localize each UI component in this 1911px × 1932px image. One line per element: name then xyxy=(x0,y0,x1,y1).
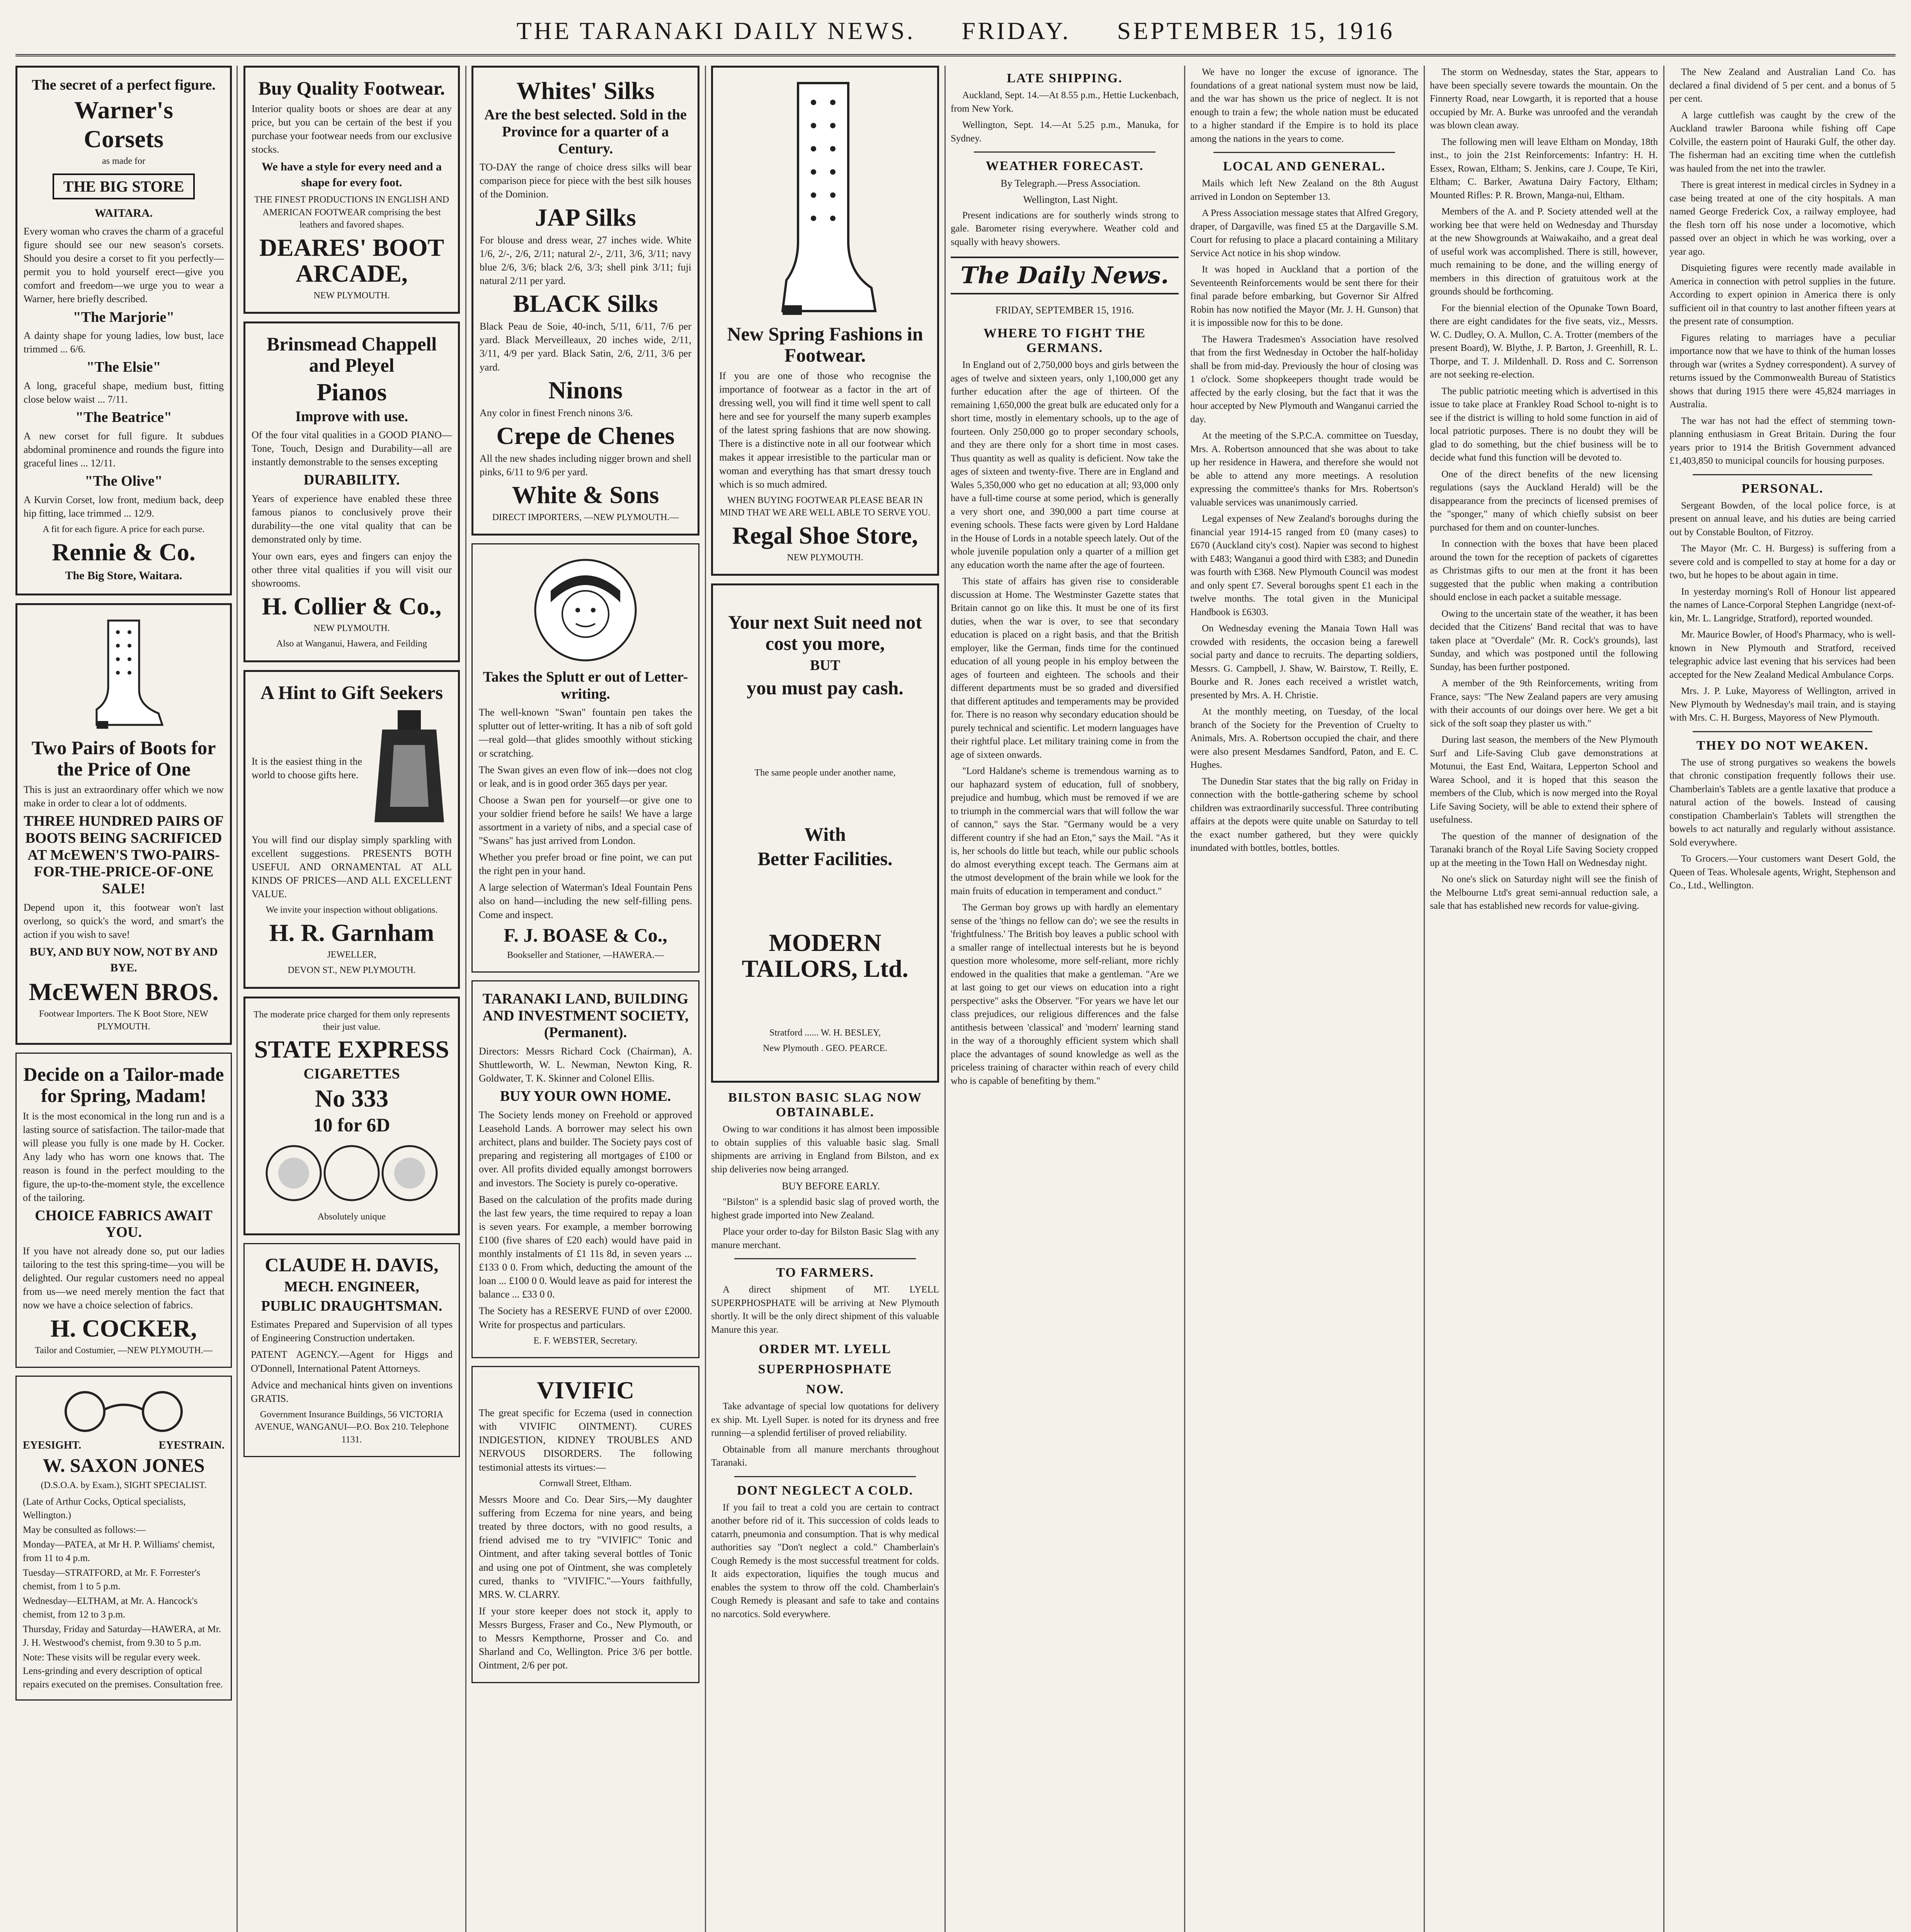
firm-sub: The Big Store, Waitara. xyxy=(65,569,182,582)
news-para: For the biennial election of the Opunake Town Board, there are eight candidates for the five seats, viz., Messrs. W. C. Dudley, O. A. Mullon, C. A. Trotter (members of the present Board), W. Blythe, J. P. Barton, J. Greenhill, R. L. Thorpe, and T. J. Mildenhall. D. Ross and C. Sorrenson are not seeking re-election. xyxy=(1430,303,1658,380)
cold-remedy-ad xyxy=(711,1483,939,1621)
separator xyxy=(734,1258,916,1259)
ad-body: It is the most economical in the long run and is a lasting source of satisfaction. The tailor-made that will please you fully is one made by H. Cocker. Any lady who has worn one knows that. The reason is found in the perfect moulding to the figure, the up-to-the-moment style, the excellence of the tailoring. xyxy=(23,1111,225,1203)
brand-name: STATE EXPRESS xyxy=(254,1036,449,1063)
news-para: A large cuttlefish was caught by the crew of the Auckland trawler Baroona while fishing off Cape Colville, the eastern point of Hauraki Gulf, the other day. The fisherman had an exciting time when the cuttlefish was hauled from the net into the trawler. xyxy=(1669,110,1896,174)
column-rule xyxy=(465,66,466,1932)
ad-subhead-2: SUPERPHOSPHATE xyxy=(758,1362,892,1377)
stamp-text: Absolutely unique xyxy=(317,1212,386,1222)
ad-body-3: Obtainable from all manure merchants throughout Taranaki. xyxy=(711,1444,939,1468)
land-society-ad xyxy=(471,980,699,1358)
editorial-continued xyxy=(1190,66,1418,146)
general-news xyxy=(1669,66,1896,468)
news-para: The Hawera Tradesmen's Association have resolved that from the first Wednesday in October the half-holiday shall be from mid-day. Previously the hour of closing was 1 o'clock. Some shopkeepers thought trade would be affected by the early closing, but the fact that it was the hour accepted by New Plymouth and Wanganui carried the day. xyxy=(1190,334,1418,425)
ad-title: A Hint to Gift Seekers xyxy=(260,681,443,703)
column-4 xyxy=(711,66,939,1624)
section-title: PERSONAL. xyxy=(1741,481,1824,496)
model-desc: A long, graceful shape, medium bust, fitting close below waist ... 7/11. xyxy=(24,380,224,405)
section-title: WEATHER FORECAST. xyxy=(985,159,1144,173)
column-2 xyxy=(243,66,460,1465)
news-para: The New Zealand and Australian Land Co. has declared a final dividend of 5 per cent. and a bonus of 5 per cent. xyxy=(1669,67,1896,104)
column-rule xyxy=(1424,66,1425,1932)
news-para: One of the direct benefits of the new licensing regulations (says the Auckland Herald) will be the disappearance from the precincts of licensed premises of the "sponger," many of which chiefly subsist on beer purchased for them and on counter-lunches. xyxy=(1430,469,1658,533)
saxon-jones-ad xyxy=(15,1376,232,1700)
store-name: THE BIG STORE xyxy=(53,173,195,199)
ad-body-2: Take advantage of special low quotations for delivery ex ship. Mt. Lyell Super. is noted for its dryness and free running—a splendid fertiliser of proved reliability. xyxy=(711,1401,939,1439)
schedule-row: May be consulted as follows:— xyxy=(23,1524,146,1535)
section-title: Crepe de Chenes xyxy=(496,422,675,449)
ad-signature: E. F. WEBSTER, Secretary. xyxy=(533,1335,638,1346)
section-title: LATE SHIPPING. xyxy=(1007,71,1123,85)
ad-title: Brinsmead Chappell and Pleyel xyxy=(266,333,437,376)
ad-body-5: A large selection of Waterman's Ideal Fountain Pens also on hand—including the new self-filling pens. Come and inspect. xyxy=(479,882,692,920)
news-para: Owing to the uncertain state of the weather, it has been decided that the Citizens' Band recital that was to have taken place at "Overdale" (Mr. R. Cock's grounds), last Sunday, and which was postponed until the following Sunday, has been further postponed. xyxy=(1430,608,1658,672)
shipping-row: Wellington, Sept. 14.—At 5.25 p.m., Manuka, for Sydney. xyxy=(951,120,1179,144)
editorial-title: WHERE TO FIGHT THE GERMANS. xyxy=(984,326,1146,355)
firm-sub: Tailor and Costumier, —NEW PLYMOUTH.— xyxy=(35,1345,213,1355)
ad-body-2: Years of experience have enabled these three famous pianos to conclusively prove their durability—the one vital quality that can be demonstrated only by time. xyxy=(252,493,452,545)
ad-subhead: BUY YOUR OWN HOME. xyxy=(500,1088,671,1105)
section-text: Any color in finest French ninons 3/6. xyxy=(480,407,633,418)
firm-address: Government Insurance Buildings, 56 VICTORIA AVENUE, WANGANUI—P.O. Box 210. Telephone 1131. xyxy=(254,1409,449,1445)
warner-corsets-ad xyxy=(15,66,232,595)
ad-body: Owing to war conditions it has almost been impossible to obtain supplies of this valuable basic slag. Small shipments are arriving in England from Bilston, and ex ship deliveries now being arranged. xyxy=(711,1124,939,1175)
qualifications: (D.S.O.A. by Exam.), SIGHT SPECIALIST. xyxy=(41,1480,207,1491)
ad-subhead: CHOICE FABRICS AWAIT YOU. xyxy=(35,1207,213,1241)
firm-sub: DIRECT IMPORTERS, —NEW PLYMOUTH.— xyxy=(492,512,679,522)
deares-boot-ad xyxy=(243,66,460,314)
product-kind: CIGARETTES xyxy=(303,1065,400,1082)
ad-body: The well-known "Swan" fountain pen takes the splutter out of letter-writing. It has a nib of soft gold—real gold—that glides smoothly without sticking or scratching. xyxy=(479,707,692,759)
editorial-date: FRIDAY, SEPTEMBER 15, 1916. xyxy=(995,304,1134,316)
ad-title: Two Pairs of Boots for the Price of One xyxy=(31,737,216,780)
ad-body-2: TO-DAY the range of choice dress silks will bear comparison piece for piece with the best silk houses of the Dominion. xyxy=(480,162,691,200)
ad-with: With xyxy=(804,823,846,845)
section-title: JAP Silks xyxy=(535,203,636,231)
column-7 xyxy=(1430,66,1658,916)
seals-illustration xyxy=(263,1140,441,1206)
news-para: The Dunedin Star states that the big rally on Friday in connection with the bottle-gathering scheme by school children was extraordinarily successful. Three contributing affairs at the depots were quite unable on Saturday to tell the exact number gathered, but they were quickly inundated with bottles, bottles, bottles. xyxy=(1190,776,1418,853)
ad-body-3: Based on the calculation of the profits made during the last few years, the time required to repay a loan is seven years. For example, a member borrowing £100 (five shares of £20 each) would have paid in monthly instalments of £1 11s 8d, in seven years ... £133 0 0. From which, deducting the amount of the loan ... £100 0 0. Would leave as paid for interest the balance ... £33 0 0. xyxy=(479,1194,692,1300)
firm-name: F. J. BOASE & Co., xyxy=(504,924,667,946)
firm-name: H. COCKER, xyxy=(50,1314,197,1342)
child-writing-illustration xyxy=(524,556,647,664)
late-shipping xyxy=(951,71,1179,145)
model-desc: A dainty shape for young ladies, low bust, lace trimmed ... 6/6. xyxy=(24,330,224,355)
firm-sub: Footwear Importers. The K Boot Store, NEW PLYMOUTH. xyxy=(39,1009,209,1032)
ad-body: You will find our display simply sparkling with excellent suggestions. PRESENTS BOTH USEFUL AND ORNAMENTAL AT ALL KINDS OF PRICES—AND ALL EXCELLENT VALUE. xyxy=(252,834,452,900)
editorial-para: We have no longer the excuse of ignorance. The foundations of a great national system must now be laid, and the war has shown us the price of neglect. It is not enough to train a few; the whole nation must be educated to a higher standard if the Empire is to hold its place among the nations in the years to come. xyxy=(1190,67,1418,144)
ad-body-2: "Bilston" is a splendid basic slag of proved worth, the highest grade imported into New Zealand. xyxy=(711,1197,939,1221)
column-8 xyxy=(1669,66,1896,896)
ad-title: VIVIFIC xyxy=(536,1376,635,1404)
column-5 xyxy=(951,66,1179,1091)
column-rule xyxy=(705,66,706,1932)
ad-body: Of the four vital qualities in a GOOD PIANO—Tone, Touch, Design and Durability—all are instantly demonstrable to the senses excepting xyxy=(252,429,452,468)
local-news-continued xyxy=(1430,66,1658,913)
ad-now: NOW. xyxy=(806,1382,844,1397)
column-rule xyxy=(1663,66,1664,1932)
ad-top: The moderate price charged for them only represents their just value. xyxy=(253,1009,450,1032)
ad-subhead: BUY BEFORE EARLY. xyxy=(782,1180,880,1192)
ad-body: Directors: Messrs Richard Cock (Chairman), A. Shuttleworth, W. L. Newman, Newton King, R. Goldwater, T. K. Skinner and Colonel Ellis. xyxy=(479,1046,692,1084)
column-6 xyxy=(1190,66,1418,858)
regal-shoe-ad xyxy=(711,66,939,576)
separator xyxy=(734,1476,916,1477)
news-para: At the meeting of the S.P.C.A. committee on Tuesday, Mrs. A. Robertson announced that she was about to take up her residence in Hawera, and therefore she would not be able to attend any more meetings. A resolution expressing the committee's thanks for Mrs. Robertson's valuable services was unanimously carried. xyxy=(1190,430,1418,508)
firm-newplymouth: New Plymouth . GEO. PEARCE. xyxy=(762,1043,887,1054)
firm-name: H. R. Garnham xyxy=(269,918,434,946)
news-para: To Grocers.—Your customers want Desert Gold, the Queen of Teas. Wholesale agents, Wright, Stephenson and Co., Ltd., Wellington. xyxy=(1669,854,1896,891)
bilston-slag-ad xyxy=(711,1090,939,1252)
firm-town: NEW PLYMOUTH. xyxy=(313,290,390,301)
firm-name: MODERN TAILORS, Ltd. xyxy=(742,929,909,983)
schedule-row: Note: These visits will be regular every week. Lens-grinding and every description of optical repairs executed on the premises. Consultation free. xyxy=(23,1652,223,1690)
news-para: The public patriotic meeting which is advertised in this issue to take place at Frankley Road School to-night is to see if the district is willing to hold some function in aid of local patriotic purposes. There is no doubt they will be glad to do something, but the chief business will be to decide what fund this function will be devoted to. xyxy=(1430,386,1658,463)
spectacles-illustration xyxy=(43,1388,205,1435)
ad-body: If you fail to treat a cold you are certain to contract another before rid of it. This succession of colds leads to catarrh, pneumonia and consumption. That is why medical authorities say "Don't neglect a cold." Chamberlain's Cough Remedy is the most successful treatment for colds. It aids expectoration, liquifies the tough mucus and enables the system to throw off the cold. Chamberlain's Cough Remedy is pleasant and safe to take and contains no narcotics. Sold everywhere. xyxy=(711,1502,939,1619)
editorial-para: The German boy grows up with hardly an elementary sense of the 'things no fellow can do'; we see the results in 'frightfulness.' The British boy leaves a public school with a smaller range of intellectual interests but he is beyond question more wholesome, more self-reliant, more richly endowed in the qualities that make a gentleman. "Are we at last going to get our views on education into a right perspective" asks the Observer. "For years we have let our class prejudices, our religious differences and the false antithesis between 'classical' and 'modern' learning stand in the way of a thoroughly efficient system which shall place the advantages of sound knowledge as well as the priceless training of character within reach of every child who is capable of benefiting by them." xyxy=(951,902,1179,1086)
ad-subhead: ORDER MT. LYELL xyxy=(759,1342,892,1357)
news-para: It was hoped in Auckland that a portion of the Seventeenth Reinforcements would be sent there for their final parade before embarking, but Governor Sir Alfred Robin has now notified the Mayor (Mr. J. H. Gunson) that it is impossible now for this to be done. xyxy=(1190,264,1418,328)
garnham-jeweller-ad xyxy=(243,670,460,989)
separator xyxy=(1693,731,1872,732)
ad-body: This is just an extraordinary offer which we now make in order to clear a lot of oddments. xyxy=(24,784,224,809)
news-para: During last season, the members of the New Plymouth Surf and Life-Saving Club gave demonstrations at Motunui, the East End, Waitara, Lepperton School and Warea School, and it is hoped that this season the members of the Club, which is now merged into the Royal Life Saving Society, will be able to extend their sphere of usefulness. xyxy=(1430,735,1658,825)
ad-body-4: The Society has a RESERVE FUND of over £2000. Write for prospectus and particulars. xyxy=(479,1305,692,1330)
separator xyxy=(1213,152,1395,153)
ad-body: Are the best selected. Sold in the Province for a quarter of a Century. xyxy=(484,107,687,157)
schedule-row: Wednesday—ELTHAM, at Mr. A. Hancock's chemist, from 12 to 3 p.m. xyxy=(23,1595,198,1620)
branches: Also at Wanganui, Hawera, and Feilding xyxy=(276,639,427,649)
column-3 xyxy=(471,66,699,1691)
place: Wellington, Last Night. xyxy=(1023,194,1118,205)
specialist-name: W. SAXON JONES xyxy=(43,1454,205,1476)
firm-name: McEWEN BROS. xyxy=(29,978,219,1006)
davis-engineer-ad xyxy=(243,1243,460,1457)
news-para: In yesterday morning's Roll of Honour list appeared the names of Lance-Corporal Stephen Langridge (next-of-kin, Mr. L. Langridge, Stratford), reported wounded. xyxy=(1669,586,1896,624)
separator xyxy=(974,151,1155,153)
ad-headline-2: you must pay cash. xyxy=(747,677,904,699)
ad-body-4: Whether you prefer broad or fine point, we can put the right pen in your hand. xyxy=(479,852,692,877)
boot-illustration xyxy=(81,617,166,733)
news-para: Mr. Maurice Bowler, of Hood's Pharmacy, who is well-known in New Plymouth and Stratford, received telegraphic advice last evening that his services had been accepted for the New Zealand Medical Ambulance Corps. xyxy=(1669,629,1896,680)
schedule-row: (Late of Arthur Cocks, Optical specialists, Wellington.) xyxy=(23,1496,186,1520)
model-name: "The Beatrice" xyxy=(75,409,172,426)
ad-body-2: The Swan gives an even flow of ink—does not clog or leak, and is in good order 365 days per year. xyxy=(479,764,692,789)
brand-name-2: Corsets xyxy=(83,125,164,153)
ad-body-2: If you have not already done so, put our ladies tailoring to the test this spring-time—you will be delighted. Our regular customers need no appeal from us—we need merely mention the fact that now we have a choice selection of fabrics. xyxy=(23,1245,225,1311)
ad-body: If you are one of those who recognise the importance of footwear as a factor in the art of dressing well, you will find it time well spent to call here and see for yourself the many superb examples of the latest spring fashions that are now showing. There is a distinctive note in all our footwear which makes it appear irresistible to the particular man or woman and everything has that smart dressy touch which is so much admired. xyxy=(719,370,931,490)
news-para: Members of the A. and P. Society attended well at the working bee that were held on Wednesday and Thursday at the new Showgrounds at Waiwakaiho, and a great deal of useful work was accomplished. There is still, however, much remaining to be done, and the willing energy of members in this direction of gratuitous work at the grounds should be forthcoming. xyxy=(1430,206,1658,297)
news-para: Disquieting figures were recently made available in America in connection with petrol supplies in the future. According to expert opinion in America there is only sufficient oil in that country to last another fifteen years at the present rate of consumption. xyxy=(1669,263,1896,327)
firm-name: H. Collier & Co., xyxy=(262,592,442,620)
boase-swan-pen-ad xyxy=(471,543,699,973)
news-para: In connection with the boxes that have been placed around the town for the reception of packets of cigarettes as Christmas gifts to our men at the front it has been suggested that the public when making a contribution should enclose in each packet a suitable message. xyxy=(1430,539,1658,602)
cocker-tailor-ad xyxy=(15,1053,232,1368)
paper-title: THE TARANAKI DAILY NEWS. xyxy=(516,17,916,44)
column-1 xyxy=(15,66,232,1708)
editorial xyxy=(951,326,1179,1088)
ad-body-3: Place your order to-day for Bilston Basic Slag with any manure merchant. xyxy=(711,1226,939,1250)
forecast-text: Present indications are for southerly winds strong to gale. Barometer rising everywhere. Weather cold and squally with heavy showers. xyxy=(951,210,1179,247)
ad-title: DONT NEGLECT A COLD. xyxy=(737,1483,914,1498)
column-rule xyxy=(1184,66,1185,1932)
ad-body-3: Choose a Swan pen for yourself—or give one to your soldier friend before he sails! We have a large assortment in a variety of nibs, and a special case of "Swans" has just arrived from London. xyxy=(479,794,692,847)
ad-body-2: WHEN BUYING FOOTWEAR PLEASE BEAR IN MIND THAT WE ARE WELL ABLE TO SERVE YOU. xyxy=(720,495,931,518)
firm-name: Rennie & Co. xyxy=(52,538,196,566)
boot-illustration xyxy=(771,79,879,319)
model-desc: A Kurvin Corset, low front, medium back, deep hip fitting, lace trimmed ... 12/9. xyxy=(24,494,224,519)
ad-title: Buy Quality Footwear. xyxy=(258,77,445,99)
ad-title: TARANAKI LAND, BUILDING AND INVESTMENT SOCIETY, (Permanent). xyxy=(482,991,689,1041)
ad-title: BILSTON BASIC SLAG NOW OBTAINABLE. xyxy=(728,1090,922,1120)
bottle-illustration xyxy=(367,706,452,830)
news-para: No one's slick on Saturday night will see the finish of the Melbourne Ltd's great semi-annual reduction sale, a sale that has established new records for value-giving. xyxy=(1430,874,1658,911)
ad-body-2: Depend upon it, this footwear won't last overlong, so quick's the word, and smart's the action if you wish to save! xyxy=(24,901,224,940)
testimonial-address: Cornwall Street, Eltham. xyxy=(539,1478,632,1488)
ad-cta: BUY, AND BUY NOW, NOT BY AND BYE. xyxy=(29,946,218,974)
ad-subtitle: Pianos xyxy=(317,378,387,406)
whites-silks-ad xyxy=(471,66,699,536)
product-price: 10 for 6D xyxy=(313,1114,390,1136)
ad-body-2: We have a style for every need and a shape for every foot. xyxy=(261,160,442,189)
label-right: EYESTRAIN. xyxy=(158,1439,225,1452)
ad-intro: The secret of a perfect figure. xyxy=(32,77,216,93)
news-para: A member of the 9th Reinforcements, writing from France, says: "The New Zealand papers are very amusing with their accounts of our doings over here. We get a bit sick of the soft soap they plaster us with." xyxy=(1430,678,1658,729)
byline: By Telegraph.—Press Association. xyxy=(1001,178,1140,189)
model-name: "The Marjorie" xyxy=(73,309,175,325)
ad-body-3: Your own ears, eyes and fingers can enjoy the other three vital qualities if you will visit our showrooms. xyxy=(252,550,452,589)
vivific-ad xyxy=(471,1366,699,1683)
weather-forecast xyxy=(951,159,1179,249)
ad-body: Interior quality boots or shoes are dear at any price, but you can be certain of the best if you purchase your footwear needs from our exclusive stocks. xyxy=(252,103,452,155)
firm-town: DEVON ST., NEW PLYMOUTH. xyxy=(288,965,416,976)
ad-better: Better Facilities. xyxy=(757,848,893,870)
collier-pianos-ad xyxy=(243,321,460,662)
made-for: as made for xyxy=(102,156,145,167)
shipping-row: Auckland, Sept. 14.—At 8.55 p.m., Hettie Luckenbach, from New York. xyxy=(951,90,1179,114)
ad-title: Decide on a Tailor-made for Spring, Madam! xyxy=(23,1063,224,1107)
ad-title: Takes the Splutt er out of Letter-writing. xyxy=(483,668,688,702)
ad-body: Every woman who craves the charm of a graceful figure should see our new season's corsets. Should you desire a corset to fit you perfectly—permit you to hold yourself erect—give you comfort and freedom—we urge you to wear a Warner, here briefly described. xyxy=(24,225,224,305)
product-number: No 333 xyxy=(315,1085,389,1112)
ad-body-2: We invite your inspection without obligations. xyxy=(265,905,438,915)
ad-body-3: If your store keeper does not stock it, apply to Messrs Burgess, Fraser and Co., New Plymouth, or to Messrs Kempthorne, Prosser and Co. and Sharland and Co, Wellington. Price 3/6 per bottle. Ointment, 2/6 per pot. xyxy=(479,1605,692,1671)
issue-day: FRIDAY. xyxy=(961,17,1071,44)
news-para: The question of the manner of designation of the Taranaki branch of the Royal Life Saving Society cropped up at the meeting in the Town Hall on Wednesday night. xyxy=(1430,831,1658,868)
brand-name: Warner's xyxy=(74,96,173,124)
editorial-para: This state of affairs has given rise to considerable discussion at Home. The Westminster Gazette states that Britain cannot go on like this. It must be one of its first duties, when the war is over, to see that secondary education is placed on a right basis, and that the British employer, like the German, finds time for the continued education of all young people in his employ between the ages of fourteen and eighteen. The schools and their different departments must be so graded and diversified that different aptitudes and temperaments may be provided for. There is no reason why secondary education should be purely technical and scientific. Let modern languages have their rightful place. Let military training come in from the age of sixteen onwards. xyxy=(951,576,1179,760)
firm-name: CLAUDE H. DAVIS, xyxy=(265,1253,439,1276)
ad-side: It is the easiest thing in the world to choose gifts here. xyxy=(252,755,362,781)
key-quality: DURABILITY. xyxy=(303,472,400,488)
ad-mid: The same people under another name, xyxy=(754,767,896,778)
issue-date: SEPTEMBER 15, 1916 xyxy=(1117,17,1395,44)
news-para: A Press Association message states that Alfred Gregory, draper, of Dargaville, was fined £5 at the Dargaville S.M. Court for refusing to place a placard containing a Military Service Act notice in his shop window. xyxy=(1190,208,1418,259)
news-para: Mrs. J. P. Luke, Mayoress of Wellington, arrived in New Plymouth by Wednesday's mail train, and is staying with Mrs. C. H. Burgess, Mayoress of New Plymouth. xyxy=(1669,686,1896,723)
firm-stratford: Stratford ...... W. H. BESLEY, xyxy=(769,1027,881,1038)
section-title: Ninons xyxy=(548,376,623,404)
section-title: LOCAL AND GENERAL. xyxy=(1223,159,1386,173)
firm-name: Regal Shoe Store, xyxy=(732,521,918,549)
local-and-general xyxy=(1190,159,1418,855)
firm-sub: JEWELLER, xyxy=(327,949,376,960)
news-para: The war has not had the effect of stemming town-planning enthusiasm in Great Britain. During the four years prior to 1914 the British Government advanced £1,403,850 to municipal councils for housing purposes. xyxy=(1669,415,1896,466)
news-para: There is great interest in medical circles in Sydney in a case being treated at one of the city hospitals. A man named George Frederick Cox, a railway employee, had the flesh torn off his nose under a locomotive, which passed over an object in which he was working, over a year ago. xyxy=(1669,180,1896,257)
column-rule xyxy=(944,66,946,1932)
ad-headline: Your next Suit need not cost you more, xyxy=(728,611,922,655)
firm-sub: PUBLIC DRAUGHTSMAN. xyxy=(261,1298,442,1314)
firm-title: MECH. ENGINEER, xyxy=(284,1278,419,1295)
ad-body: Estimates Prepared and Supervision of all types of Engineering Construction undertaken. xyxy=(251,1319,453,1344)
ad-body-2: PATENT AGENCY.—Agent for Higgs and O'Donnell, International Patent Attorneys. xyxy=(251,1349,453,1374)
ad-headline: THREE HUNDRED PAIRS OF BOOTS BEING SACRIFICED AT McEWEN'S TWO-PAIRS-FOR-THE-PRICE-OF-ONE SALE! xyxy=(24,813,224,897)
firm-sub: Bookseller and Stationer, —HAWERA.— xyxy=(507,950,664,960)
model-name: "The Elsie" xyxy=(86,359,161,376)
section-text: Black Peau de Soie, 40-inch, 5/11, 6/11, 7/6 per yard. Black Merveilleaux, 20 inches wide, 2/11, 3/11, 4/9 per yard. Black Satin, 2/6, 2/11, 3/6 per yard. xyxy=(480,321,691,373)
ad-title: New Spring Fashions in Footwear. xyxy=(727,323,923,366)
ad-subtitle-2: Improve with use. xyxy=(295,408,408,425)
ad-body-2: The Society lends money on Freehold or approved Leasehold Lands. A borrower may select his own architect, plans and builder. The Society pays cost of preparing and registering all mortgages of £100 or over. All profits divided equally amongst borrowers and investors. The Society is purely co-operative. xyxy=(479,1109,692,1189)
editorial-para: In England out of 2,750,000 boys and girls between the ages of twelve and sixteen years, only 1,100,000 get any further education after the age of thirteen. Of the remaining 1,650,000 the great bulk are educated only for a short time, mostly in elementary schools, up to the age of fourteen. Only 250,000 go to proper secondary schools, and they are there only for a short time in most cases. Thus quantity as well as quality is deficient. Now take the ages of sixteen and twenty-five. There are in England and Wales 5,350,000 who get no education at all; 93,000 only have a full-time course at some period, which is generally a very short one, and 390,000 a part time course at evening schools. These facts were given by Lord Haldane in the House of Lords in a notable speech lately. Out of the whole juvenile population only a quarter of a million get any education worth the name after the age of fourteen. xyxy=(951,360,1179,570)
ad-but: BUT xyxy=(810,657,841,674)
news-para: Mails which left New Zealand on the 8th August arrived in London on September 13. xyxy=(1190,178,1418,202)
editorial-para: "Lord Haldane's scheme is tremendous warning as to our haphazard system of education, full of snobbery, prejudice and humbug, which must be removed if we are to triumph in the commercial wars that will follow the war of cannon," says the Star. "Germany would be a very different country if she had an Eton," says the Mail. "As it is, her schools do little but teach, while our public schools do almost everything except teach. The Germans aim at the utmost development of the brain while we look for the main fruits of education in temperament and conduct." xyxy=(951,766,1179,896)
store-town: WAITARA. xyxy=(94,207,153,220)
ad-body-3: Advice and mechanical hints given on inventions GRATIS. xyxy=(251,1379,453,1404)
firm-name: DEARES' BOOT ARCADE, xyxy=(259,233,444,287)
ad-body: The great specific for Eczema (used in connection with VIVIFIC OINTMENT). CURES INDIGESTION, KIDNEY TROUBLES AND NERVOUS DISORDERS. The following testimonial attests its virtues:— xyxy=(479,1407,692,1473)
schedule-row: Tuesday—STRATFORD, at Mr. F. Forrester's chemist, from 1 to 5 p.m. xyxy=(23,1567,201,1592)
label-left: EYESIGHT. xyxy=(23,1439,82,1452)
news-para: Legal expenses of New Zealand's boroughs during the financial year 1914-15 ranged from £0 (many cases) to £670 (Auckland city's cost). Napier was second to highest with £483; Wanganui a good third with £383; and Dunedin was fourth with £368. New Plymouth Council was modest and only spent £7. Several boroughs spent £1 each in the twelve months. The total given in the Municipal Handbook is £6303. xyxy=(1190,514,1418,617)
mcewen-boots-ad xyxy=(15,603,232,1045)
ad-body: A direct shipment of MT. LYELL SUPERPHOSPHATE will be arriving at New Plymouth shortly. It will be the only direct shipment of this valuable Manure this year. xyxy=(711,1284,939,1335)
schedule-row: Thursday, Friday and Saturday—HAWERA, at Mr. J. H. Westwood's chemist, from 9.30 to 5 p.m. xyxy=(23,1624,221,1648)
tablets-notice xyxy=(1669,738,1896,893)
masthead xyxy=(15,8,1896,56)
state-express-ad xyxy=(243,997,460,1235)
ad-title: Whites' Silks xyxy=(516,77,655,104)
editorial-nameplate: The Daily News. xyxy=(951,257,1179,294)
superphosphate-ad xyxy=(711,1265,939,1470)
news-para: Sergeant Bowden, of the local police force, is at present on annual leave, and his duties are being carried out by Constable Boulton, of Fitzroy. xyxy=(1669,500,1896,537)
news-para: The use of strong purgatives so weakens the bowels that chronic constipation frequently follows their use. Chamberlain's Tablets are a gentle laxative that produce a natural action of the bowels. Instead of causing constipation Chamberlain's Tablets will strengthen the bowels to act naturally and regularly without assistance. Sold everywhere. xyxy=(1669,757,1896,848)
section-text: For blouse and dress wear, 27 inches wide. White 1/6, 2/-, 2/6, 2/11; natural 2/-, 2/11, 3/6, 3/11; navy blue 2/6, 3/6; black 2/6, 3/3; shell pink 3/11; fuji natural 2/11 per yard. xyxy=(480,234,691,286)
news-para: At the monthly meeting, on Tuesday, of the local branch of the Society for the Prevention of Cruelty to Animals, Mrs. A. Robertson occupied the chair, and there were also present Mesdames Sandford, Paton, and E. C. Hughes. xyxy=(1190,706,1418,770)
news-para: The Mayor (Mr. C. H. Burgess) is suffering from a severe cold and is compelled to stay at home for a day or two, but he hopes to be about again in time. xyxy=(1669,543,1896,580)
news-para: On Wednesday evening the Manaia Town Hall was crowded with residents, the occasion being a farewell social party and dance to recruits. The departing soldiers, Messrs. G. Campbell, J. Shaw, W. Bairstow, T. Reilly, E. Bourke and R. Jones each received a wristlet watch, presented by Mrs. A. H. Christie. xyxy=(1190,623,1418,701)
firm-name: White & Sons xyxy=(512,481,659,509)
firm-town: NEW PLYMOUTH. xyxy=(313,623,390,633)
model-name: "The Olive" xyxy=(85,473,163,490)
schedule-row: Monday—PATEA, at Mr H. P. Williams' chemist, from 11 to 4 p.m. xyxy=(23,1539,215,1563)
news-para: The following men will leave Eltham on Monday, 18th inst., to join the 21st Reinforcements: Infantry: H. H. Essex, Rowan, Eltham; S. Jenkins, care J. Coupe, Te Kiri, Eltham; C. Barker, Awatuna Dairy Factory, Eltham; Mounted Rifles: P. R. Brown, Manga-nui, Eltham. xyxy=(1430,136,1658,201)
ad-body-3: THE FINEST PRODUCTIONS IN ENGLISH AND AMERICAN FOOTWEAR comprising the best leathers and favored shapes. xyxy=(254,195,449,230)
testimonial: Messrs Moore and Co. Dear Sirs,—My daughter suffering from Eczema for nine years, and being treated by three doctors, with no good results, a friend advised me to try "VIVIFIC" Tonic and Ointment, and after taking several bottles of Tonic and using one pot of Ointment, she was completely cured, thanks to "VIVIFIC."—Yours faithfully, MRS. W. CLARRY. xyxy=(479,1494,692,1600)
ad-title: TO FARMERS. xyxy=(776,1265,874,1280)
visit-schedule xyxy=(23,1495,225,1691)
news-para: The storm on Wednesday, states the Star, appears to have been specially severe towards the mountain. On the Finnerty Road, near Lowgarth, it is reported that a house occupied by Mr. A. Burke was unroofed and the verandah was blown clean away. xyxy=(1430,67,1658,131)
personal-column xyxy=(1669,481,1896,725)
model-desc: A new corset for full figure. It subdues abdominal prominence and rounds the figure into graceful lines ... 12/11. xyxy=(24,430,224,469)
section-title: THEY DO NOT WEAKEN. xyxy=(1696,738,1869,753)
news-para: Figures relating to marriages have a peculiar importance now that we have to think of the human losses through war (writes a Sydney correspondent). A survey of returns issued by the Commonwealth Bureau of Statistics shows that during 1915 there were 45,824 marriages in Australia. xyxy=(1669,332,1896,410)
firm-town: NEW PLYMOUTH. xyxy=(787,552,863,563)
ad-tagline: A fit for each figure. A price for each purse. xyxy=(43,524,205,535)
column-rule xyxy=(237,66,238,1932)
modern-tailors-ad xyxy=(711,583,939,1083)
separator xyxy=(1693,474,1872,475)
section-title: BLACK Silks xyxy=(513,290,658,318)
section-text: All the new shades including nigger brown and shell pinks, 6/11 to 9/6 per yard. xyxy=(480,453,691,478)
